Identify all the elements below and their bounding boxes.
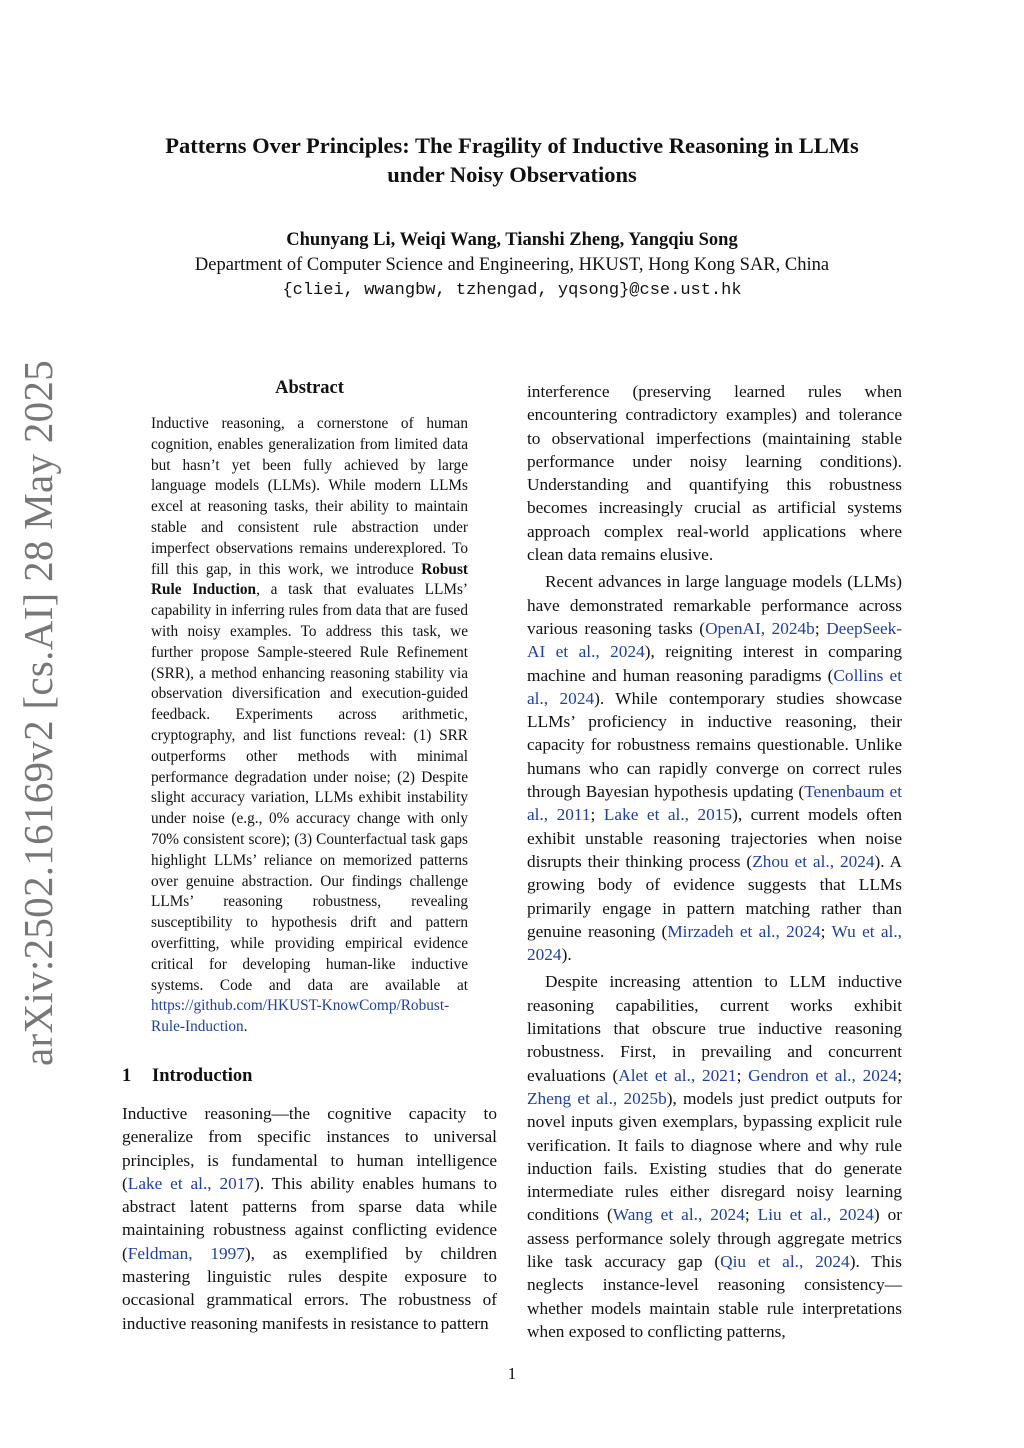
intro-text: ), as exemplified by children mastering linguistic rules despite exposure to occasional grammatical errors. The robustness of inductive reasoning manifests in resistance to pattern: [122, 1243, 497, 1333]
citation-link[interactable]: Feldman, 1997: [127, 1243, 245, 1263]
citation-link[interactable]: Alet et al., 2021: [618, 1065, 737, 1085]
citation-link[interactable]: Tenenbaum et al., 2011: [527, 782, 903, 825]
section-number: 1: [122, 1066, 132, 1086]
intro-text: ). This ability enables humans to abstract latent patterns from sparse data while maintaining robustness against conflicting evidence (: [122, 1173, 497, 1263]
abstract-body: [151, 414, 468, 1038]
separator: ;: [897, 1065, 902, 1085]
body-text: ). This neglects instance-level reasoning consistency—whether models maintain stable rule interpretations when exposed to conflicting patterns,: [527, 1251, 902, 1341]
separator: ;: [820, 921, 832, 941]
citation-link[interactable]: Lake et al., 2017: [127, 1173, 255, 1193]
citation-link[interactable]: Zheng et al., 2025b: [527, 1088, 667, 1108]
section-heading-introduction: [122, 1066, 252, 1087]
citation-link[interactable]: Lake et al., 2015: [603, 805, 733, 825]
separator: ;: [814, 618, 827, 638]
paragraph-limitations: [527, 970, 902, 1343]
citation-link[interactable]: Gendron et al., 2024: [748, 1065, 898, 1085]
intro-text: Inductive reasoning—the cognitive capacity to generalize from specific instances to universal principles, is fundamental to human intelligence (: [122, 1104, 497, 1193]
introduction-paragraph-1: [122, 1102, 497, 1335]
citation-link[interactable]: Qiu et al., 2024: [720, 1251, 850, 1271]
page-number: 1: [507, 1364, 517, 1383]
abstract-heading: Abstract: [275, 378, 344, 398]
section-title: Introduction: [152, 1066, 253, 1086]
abstract-end: .: [243, 1018, 248, 1036]
citation-link[interactable]: Liu et al., 2024: [757, 1205, 874, 1225]
body-text: ), models just predict outputs for novel inputs given exemplars, bypassing explicit rule verification. It fails to diagnose where and why rule induction fails. Existing studies that do generate intermediate rules either disregard noisy learning conditions (: [527, 1088, 902, 1225]
citation-link[interactable]: Mirzadeh et al., 2024: [667, 921, 821, 941]
title-line-1: Patterns Over Principles: The Fragility of Inductive Reasoning in LLMs: [165, 133, 859, 158]
abstract-text-1: Inductive reasoning, a cornerstone of human cognition, enables generalization from limited data but hasn’t yet been fully achieved by large language models (LLMs). While modern LLMs excel at reasoning tasks, their ability to maintain stable and consistent rule abstraction under imperfect observations remains underexplored. To fill this gap, in this work, we introduce: [151, 415, 468, 578]
body-text: ). A growing body of evidence suggests that LLMs primarily engage in pattern matching rather than genuine reasoning (: [527, 851, 903, 941]
paragraph-recent-advances: [527, 570, 902, 966]
citation-link[interactable]: Wu et al., 2024: [527, 921, 903, 965]
abstract-text-2: , a task that evaluates LLMs’ capability in inferring rules from data that are fused with noisy examples. To address this task, we further propose Sample-steered Rule Refinement (SRR), a method enhancing reasoning stability via observation diversification and execution-guided feedback. Experiments across arithmetic, cryptography, and list functions reveal: (1) SRR outperforms other methods with minimal performance degradation under noise; (2) Despite slight accuracy variation, LLMs exhibit instability under noise (e.g., 0% accuracy change with only 70% consistent score); (3) Counterfactual task gaps highlight LLMs’ reliance on memorized patterns over genuine abstraction. Our findings challenge LLMs’ reasoning robustness, revealing susceptibility to hypothesis drift and pattern overfitting, while providing empirical evidence critical for developing human-like inductive systems. Code and data are available at: [151, 581, 468, 994]
citation-link[interactable]: Wang et al., 2024: [612, 1205, 745, 1225]
separator: ;: [590, 805, 604, 825]
citation-link[interactable]: DeepSeek-AI et al., 2024: [527, 618, 903, 662]
arxiv-identifier: arXiv:2502.16169v2 [cs.AI] 28 May 2025: [15, 359, 61, 1066]
citation-link[interactable]: Zhou et al., 2024: [752, 851, 875, 871]
citation-link[interactable]: OpenAI, 2024b: [705, 618, 815, 638]
citation-link[interactable]: Collins et al., 2024: [527, 665, 903, 708]
body-text: ).: [561, 945, 572, 965]
separator: ;: [744, 1205, 758, 1225]
separator: ;: [736, 1065, 749, 1085]
body-text: ). While contemporary studies showcase LLMs’ proficiency in inductive reasoning, their capacity for robustness remains questionable. Unlike humans who can rapidly converge on correct rules through Bayesian hypothesis updating (: [527, 688, 902, 802]
task-name-bold: Robust Rule Induction: [151, 560, 468, 599]
body-text: ) or assess performance solely through aggregate metrics like task accuracy gap (: [527, 1205, 903, 1271]
body-text: ), reigniting interest in comparing machine and human reasoning paradigms (: [527, 642, 903, 685]
author-list: Chunyang Li, Weiqi Wang, Tianshi Zheng, Yangqiu Song: [286, 230, 738, 250]
paragraph-continuation: interference (preserving learned rules when encountering contradictory examples) and tolerance to observational imperfections (maintaining stable performance under noisy learning conditions). Understanding and quantifying this robustness becomes increasingly crucial as artificial systems approach complex real-world applications where clean data remains elusive.: [527, 382, 902, 565]
paper-title: [100, 131, 924, 189]
affiliation: Department of Computer Science and Engineering, HKUST, Hong Kong SAR, China: [194, 255, 830, 275]
code-link[interactable]: https://github.com/HKUST-KnowComp/Robust-Rule-Induction: [151, 997, 450, 1036]
body-text: Despite increasing attention to LLM inductive reasoning capabilities, current works exhibit limitations that obscure true inductive reasoning robustness. First, in prevailing and concurrent evaluations (: [527, 972, 902, 1085]
right-column: [527, 380, 902, 1343]
author-emails: {cliei, wwangbw, tzhengad, yqsong}@cse.ust.hk: [282, 281, 742, 300]
body-text: Recent advances in large language models (LLMs) have demonstrated remarkable performance across various reasoning tasks (: [527, 572, 902, 638]
body-text: ), current models often exhibit unstable reasoning trajectories when noise disrupts their thinking process (: [527, 805, 903, 871]
title-line-2: under Noisy Observations: [387, 162, 637, 187]
